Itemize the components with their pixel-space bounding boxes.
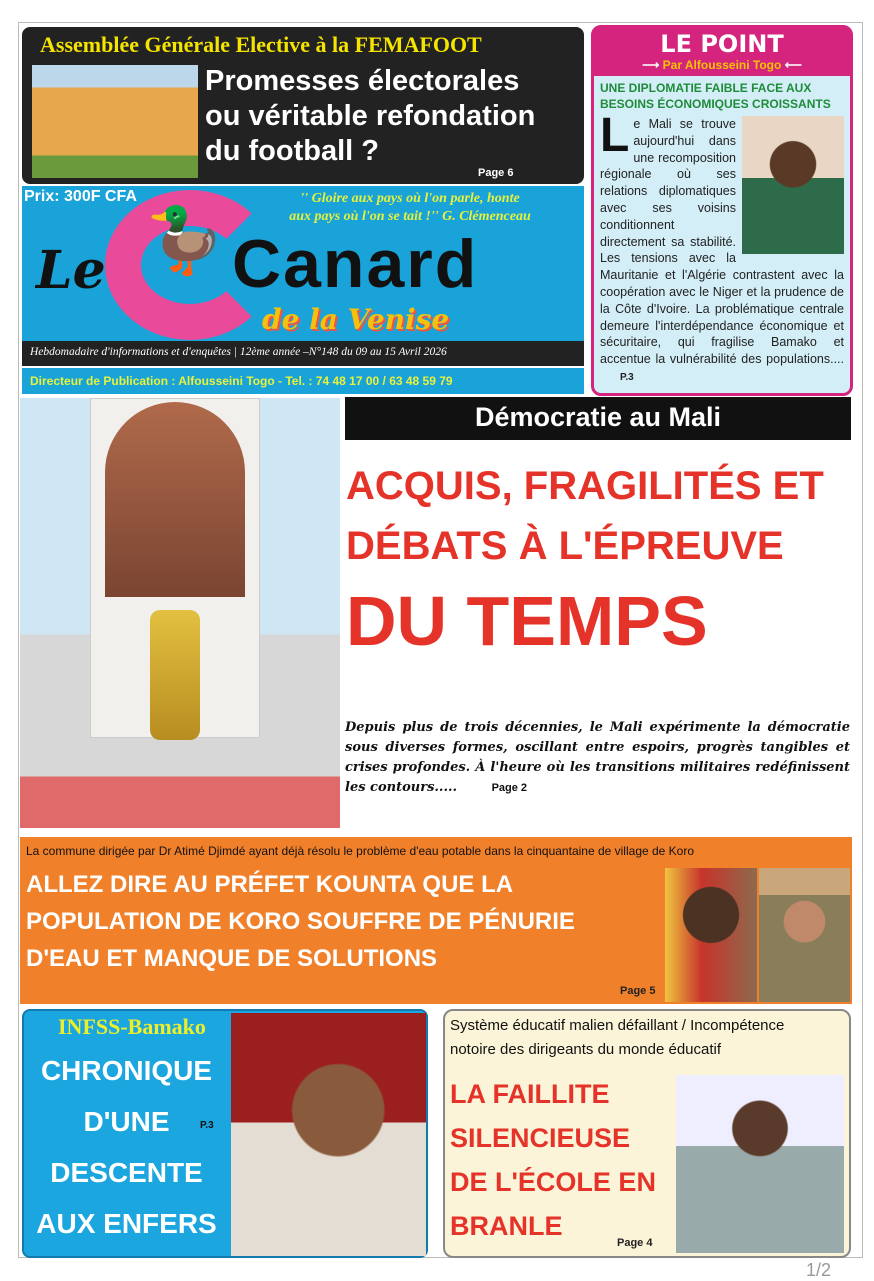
main-headline[interactable] (346, 456, 851, 666)
headline-line: ACQUIS, FRAGILITÉS ET (346, 464, 824, 508)
headline-line: DE L'ÉCOLE EN (450, 1167, 656, 1197)
price-text: Prix: 300F CFA (24, 188, 137, 205)
page-ref: P.3 (200, 1120, 214, 1131)
duck-icon: 🦆 (145, 204, 225, 276)
logo-canard-text: Canard (232, 226, 479, 302)
headline-line: DU TEMPS (346, 582, 708, 660)
school-kicker (450, 1014, 846, 1062)
main-kicker: Démocratie au Mali (345, 397, 851, 440)
headline-line: BRANLE (450, 1211, 563, 1241)
mayor-photo (665, 868, 757, 1002)
arrow-right-icon: ⟶ (642, 58, 663, 72)
headline-line: du football ? (205, 135, 379, 167)
monument-fresco (105, 402, 245, 597)
headline-line: LA FAILLITE (450, 1079, 610, 1109)
headline-line: D'UNE (83, 1106, 170, 1137)
kicker-text: INFSS-Bamako (58, 1014, 206, 1039)
le-point-title: LE POINT (660, 30, 784, 58)
headline-line: POPULATION DE KORO SOUFFRE DE PÉNURIE (26, 908, 575, 935)
page-indicator: 1/2 (806, 1260, 832, 1280)
kicker-line: notoire des dirigeants du monde éducatif (450, 1041, 722, 1058)
logo-le: Le (36, 240, 106, 301)
official-photo (231, 1013, 426, 1256)
director-text: Directeur de Publication : Alfousseini Togo - Tel. : 74 48 17 00 / 63 48 59 79 (30, 374, 453, 388)
stadium-photo (32, 65, 198, 178)
headline-line: UNE DIPLOMATIE FAIBLE FACE AUX (600, 81, 812, 95)
prefect-photo (759, 868, 850, 1002)
kicker-text: Assemblée Générale Elective à la FEMAFOOT (40, 32, 482, 57)
quote-line: '' Gloire aux pays où l'on parle, honte (300, 191, 520, 206)
edition-text: Hebdomadaire d'informations et d'enquêtes | 12ème année –N°148 du 09 au 15 Avril 2026 (30, 346, 447, 358)
page-ref: Page 5 (620, 985, 656, 997)
masthead-quote (250, 190, 570, 226)
price (24, 188, 137, 206)
director-line (22, 368, 584, 394)
le-point-box[interactable] (591, 25, 853, 396)
le-point-header (594, 28, 850, 76)
lead-text: Depuis plus de trois décennies, le Mali expérimente la démocratie sous diverses formes, oscillant entre espoirs, progrès tangibles et crises profondes. À l'heure où les transitions militaires redéfinissent les contours..... (345, 720, 850, 795)
minister-photo (676, 1075, 844, 1253)
koro-headline (26, 866, 660, 977)
quote-line: aux pays où l'on se tait !'' G. Clémenceau (289, 209, 531, 224)
infss-headline (25, 1045, 228, 1249)
school-headline (450, 1072, 674, 1248)
page-ref: P.3 (620, 371, 634, 383)
logo-venise: de la Venise (262, 303, 450, 336)
infss-kicker (58, 1014, 206, 1040)
headline-line: Promesses électorales (205, 65, 520, 97)
drop-cap: L (600, 109, 630, 162)
page-ref: Page 4 (617, 1237, 653, 1249)
monument-statue (150, 610, 200, 740)
article-text: e Mali se trouve aujourd'hui dans une recomposition régionale où ses relations diplomatiques avec ses voisins conditionnent directement sa stabilité. Les tensions avec la Mauritanie et l'Algérie contrastent avec la coopération avec le Niger et la prudence de la Côte d'Ivoire. La problématique centrale demeure l'interdépendance économique et sécuritaire, qui fragilise Bamako et accentue la vulnérabilité des populations.... (600, 117, 844, 367)
femafoot-headline[interactable] (205, 64, 577, 169)
logo-canard (232, 226, 479, 302)
edition-strip (22, 341, 584, 366)
kicker-line: Système éducatif malien défaillant / Incompétence (450, 1017, 785, 1034)
headline-line: D'EAU ET MANQUE DE SOLUTIONS (26, 945, 438, 972)
main-lead (345, 718, 850, 798)
headline-line: ou véritable refondation (205, 100, 536, 132)
headline-line: DÉBATS À L'ÉPREUVE (346, 524, 784, 568)
page-ref: Page 2 (491, 782, 528, 794)
kicker-text: La commune dirigée par Dr Atimé Djimdé ayant déjà résolu le problème d'eau potable dans la cinquantaine de village de Koro (26, 844, 695, 858)
headline-line: BESOINS ÉCONOMIQUES CROISSANTS (600, 97, 831, 111)
arrow-left-icon: ⟵ (784, 58, 802, 72)
byline-text: Par Alfousseini Togo (662, 58, 782, 72)
headline-line: AUX ENFERS (36, 1208, 217, 1239)
femafoot-kicker (40, 32, 580, 58)
le-point-text (600, 109, 844, 387)
byline (594, 58, 850, 72)
author-photo (742, 116, 844, 254)
koro-kicker (26, 843, 846, 859)
page-ref: Page 6 (478, 167, 514, 179)
headline-line: SILENCIEUSE (450, 1123, 631, 1153)
le-point-headline (600, 80, 844, 112)
headline-line: CHRONIQUE (40, 1055, 213, 1086)
headline-line: ALLEZ DIRE AU PRÉFET KOUNTA QUE LA (26, 871, 514, 898)
headline-line: DESCENTE (50, 1157, 203, 1188)
